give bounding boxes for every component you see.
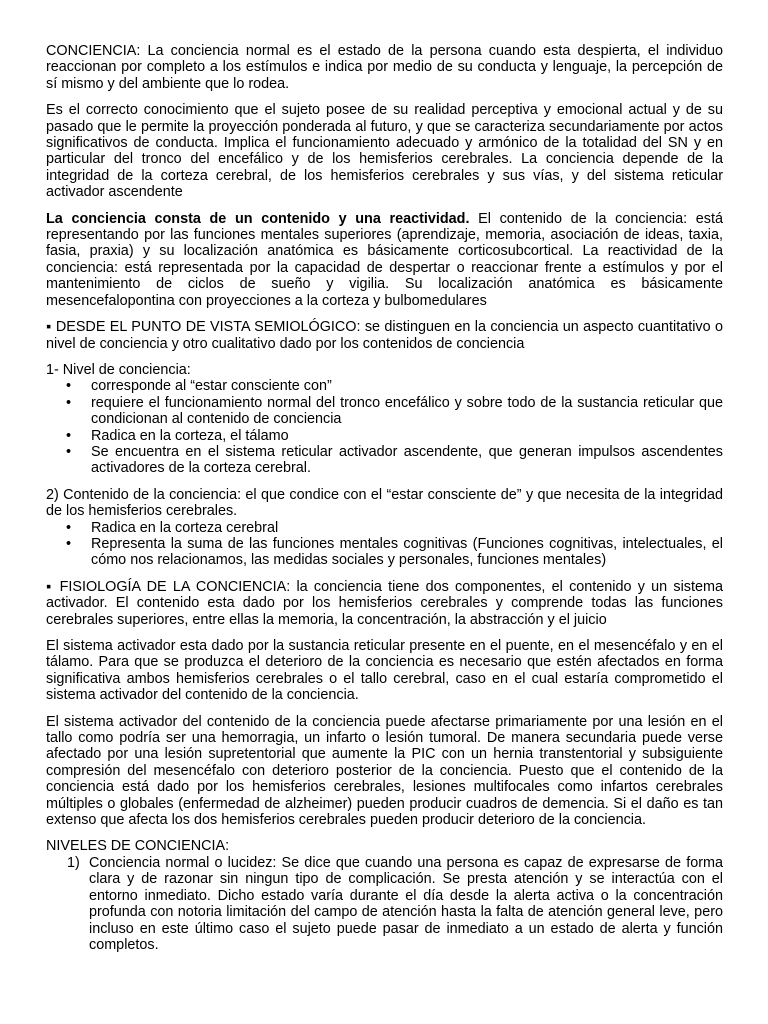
paragraph-conciencia-definicion: CONCIENCIA: La conciencia normal es el estado de la persona cuando esta despierta, el individuo reaccionan por completo a los estímulos e indica por medio de su conducta y lenguaje, la percepción de sí mismo y del ambiente que lo rodea. bbox=[46, 43, 723, 92]
bullet-icon: • bbox=[66, 394, 72, 411]
paragraph-afectacion: El sistema activador del contenido de la conciencia puede afectarse primariamente por una lesión en el tallo como podría ser una hemorragia, un infarto o lesión tumoral. De manera secundaria puede verse afectado por una lesión supretentorial que aumente la PIC con un hernia transtentorial y subsiguiente compresión del mesencéfalo con deterioro posterior de la conciencia. Puesto que el contenido de la conciencia está dado por los hemisferios cerebrales, lesiones multifocales como infartos cerebrales múltiples o globales (enfermedad de alzheimer) pueden producir cuadros de demencia. Si el daño es tan extenso que afecta los dos hemisferios cerebrales pueden producir deterioro de la conciencia. bbox=[46, 713, 723, 829]
list-item: 1) Conciencia normal o lucidez: Se dice que cuando una persona es capaz de expresarse de forma clara y de razonar sin ningun tipo de complicación. Se presta atención y se interactúa con el entorno inmediato. Dicho estado varía durante el día desde la alerta activa o la concentración profunda con notoria limitación del campo de atención hasta la falta de atención general leve, pero incluso en este último caso el sujeto puede pasar de inmediato a un estado de alerta y función completos. bbox=[67, 854, 723, 953]
list-contenido-conciencia bbox=[46, 520, 723, 569]
heading-niveles-conciencia: NIVELES DE CONCIENCIA: bbox=[46, 838, 230, 855]
paragraph-contenido-reactividad bbox=[46, 211, 723, 309]
document-page bbox=[46, 43, 723, 953]
list-number: 1) bbox=[67, 854, 80, 871]
paragraph-contenido-reactividad-text: El contenido de la conciencia: está representando por las funciones mentales superiores (aprendizaje, memoria, asociación de ideas, taxia, fasia, praxia) y su localización anatómica es básicamente corticosubcortical. La reactividad de la conciencia: está representada por la capacidad de despertar o reaccionar frente a estímulos y por el mantenimiento de ciclos de sueño y vigilia. Su localización anatómica es básicamente mesencefalopontina con proyecciones a la corteza y bulbomedulares bbox=[46, 210, 723, 309]
paragraph-sistema-activador: El sistema activador esta dado por la sustancia reticular presente en el puente, en el mesencéfalo y en el tálamo. Para que se produzca el deterioro de la conciencia es necesario que estén afectados en forma significativa ambos hemisferios cerebrales o el tallo cerebral, caso en el cual estaría comprometido el sistema activador del contenido de la conciencia. bbox=[46, 638, 723, 704]
paragraph-contenido-conciencia: 2) Contenido de la conciencia: el que condice con el “estar consciente de” y que necesita de la integridad de los hemisferios cerebrales. bbox=[46, 486, 723, 520]
list-niveles-conciencia bbox=[46, 855, 723, 953]
bullet-icon: • bbox=[66, 535, 72, 552]
heading-nivel-conciencia: 1- Nivel de conciencia: bbox=[46, 361, 191, 378]
list-item: • requiere el funcionamiento normal del tronco encefálico y sobre todo de la sustancia reticular que condicionan al contenido de conciencia bbox=[66, 394, 723, 428]
list-item: • Se encuentra en el sistema reticular activador ascendente, que generan impulsos ascendentes activadores de la corteza cerebral. bbox=[66, 443, 723, 477]
list-item: • Radica en la corteza, el tálamo bbox=[66, 427, 289, 444]
list-item: • corresponde al “estar consciente con” bbox=[66, 378, 332, 395]
bullet-icon: • bbox=[66, 378, 72, 395]
bullet-icon: • bbox=[66, 443, 72, 460]
paragraph-conocimiento: Es el correcto conocimiento que el sujeto posee de su realidad perceptiva y emocional actual y de su pasado que le permite la proyección ponderada al futuro, y que se caracteriza secundariamente por actos significativos de conducta. Implica el funcionamiento adecuado y armónico de la totalidad del SN y en particular del tronco del encefálico y de los hemisferios cerebrales. La conciencia depende de la integridad de la corteza cerebral, de los hemisferios cerebrales y sus vías, y del sistema reticular activador ascendente bbox=[46, 102, 723, 201]
list-item: • Radica en la corteza cerebral bbox=[66, 519, 279, 536]
paragraph-fisiologia: ▪ FISIOLOGÍA DE LA CONCIENCIA: la conciencia tiene dos componentes, el contenido y un sistema activador. El contenido esta dado por los hemisferios cerebrales y comprende todas las funciones cerebrales superiores, entre ellas la memoria, la concentración, la abstracción y el juicio bbox=[46, 578, 723, 628]
bullet-icon: • bbox=[66, 519, 72, 536]
paragraph-semiologico: ▪ DESDE EL PUNTO DE VISTA SEMIOLÓGICO: se distinguen en la conciencia un aspecto cuantitativo o nivel de conciencia y otro cualitativo dado por los contenidos de conciencia bbox=[46, 319, 723, 352]
list-item: • Representa la suma de las funciones mentales cognitivas (Funciones cognitivas, intelectuales, el cómo nos relacionamos, las medidas sociales y personales, funciones mentales) bbox=[66, 535, 723, 569]
list-nivel-conciencia bbox=[46, 378, 723, 476]
bold-lead-sentence: La conciencia consta de un contenido y una reactividad. bbox=[46, 210, 470, 227]
bullet-icon: • bbox=[66, 427, 72, 444]
